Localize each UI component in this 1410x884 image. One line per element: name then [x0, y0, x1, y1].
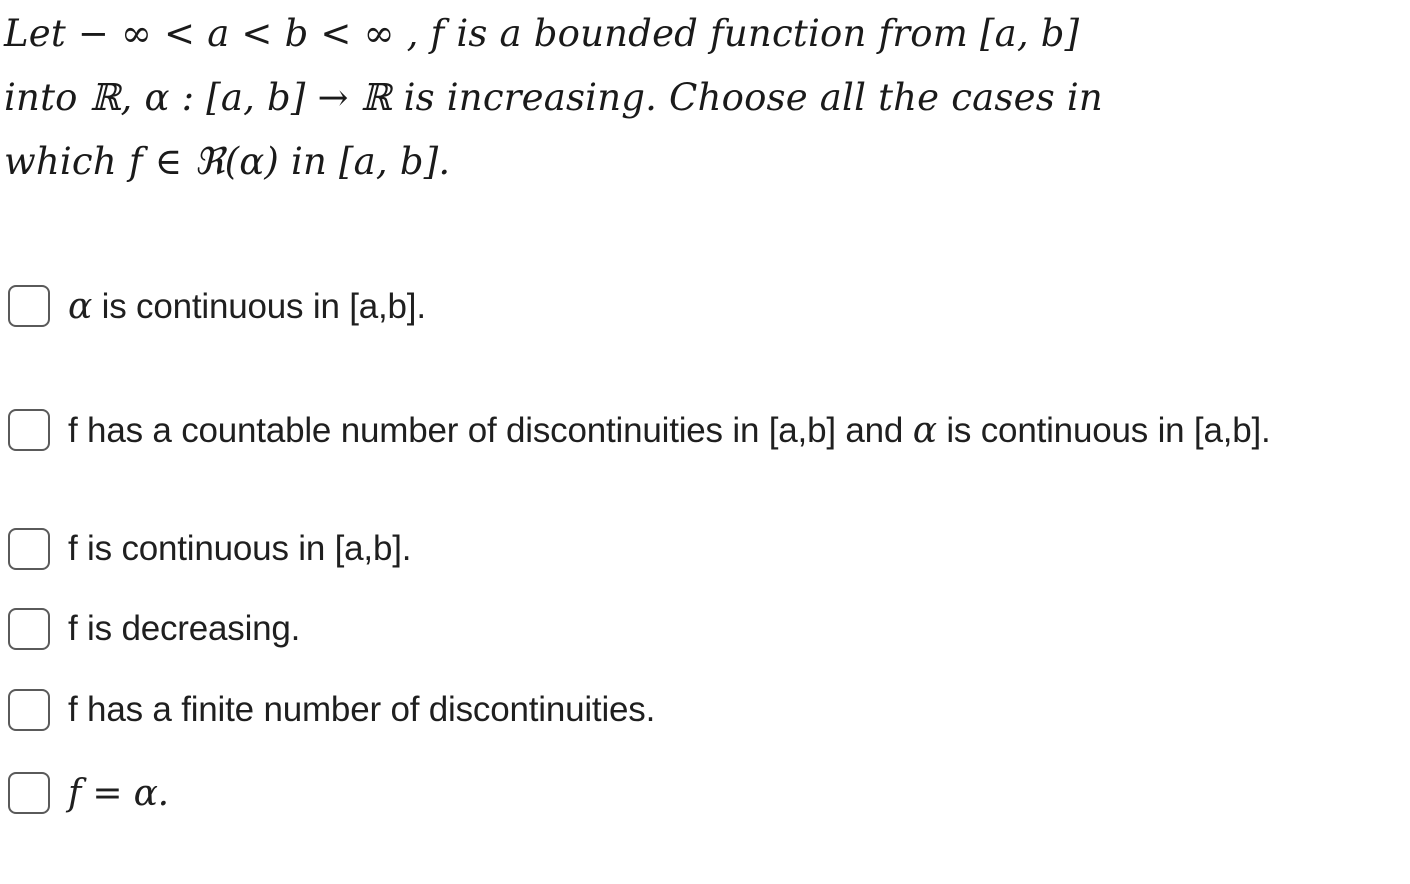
option-label — [68, 410, 1271, 451]
alpha-symbol: α — [912, 409, 937, 451]
option-f-countable-discontinuities[interactable] — [8, 405, 1271, 455]
question-line-3: which f ∈ ℜ(α) in [a, b]. — [4, 140, 451, 183]
checkbox-icon[interactable] — [8, 772, 50, 814]
question-line-1: Let − ∞ < a < b < ∞ , f is a bounded function from [a, b] — [4, 12, 1080, 55]
checkbox-icon[interactable] — [8, 528, 50, 570]
option-text: f has a countable number of discontinuities in [a,b] and — [68, 410, 913, 450]
alpha-symbol: α — [68, 285, 93, 327]
option-f-decreasing[interactable] — [8, 604, 300, 654]
f-equals-alpha-math: f = α. — [68, 772, 169, 814]
option-text: is continuous in [a,b]. — [92, 286, 426, 326]
option-label — [68, 773, 169, 814]
checkbox-icon[interactable] — [8, 608, 50, 650]
checkbox-icon[interactable] — [8, 409, 50, 451]
option-label: f has a finite number of discontinuities. — [68, 690, 656, 729]
option-text-suffix: is continuous in [a,b]. — [936, 410, 1271, 450]
option-alpha-continuous[interactable] — [8, 281, 426, 331]
option-label: f is decreasing. — [68, 609, 301, 648]
option-f-equals-alpha[interactable] — [8, 768, 169, 818]
option-label: f is continuous in [a,b]. — [68, 529, 412, 568]
option-label — [68, 286, 426, 327]
option-f-finite-discontinuities[interactable] — [8, 685, 655, 735]
option-f-continuous[interactable] — [8, 524, 411, 574]
checkbox-icon[interactable] — [8, 285, 50, 327]
question-line-2: into ℝ, α : [a, b] → ℝ is increasing. Choose all the cases in — [4, 76, 1103, 119]
checkbox-icon[interactable] — [8, 689, 50, 731]
